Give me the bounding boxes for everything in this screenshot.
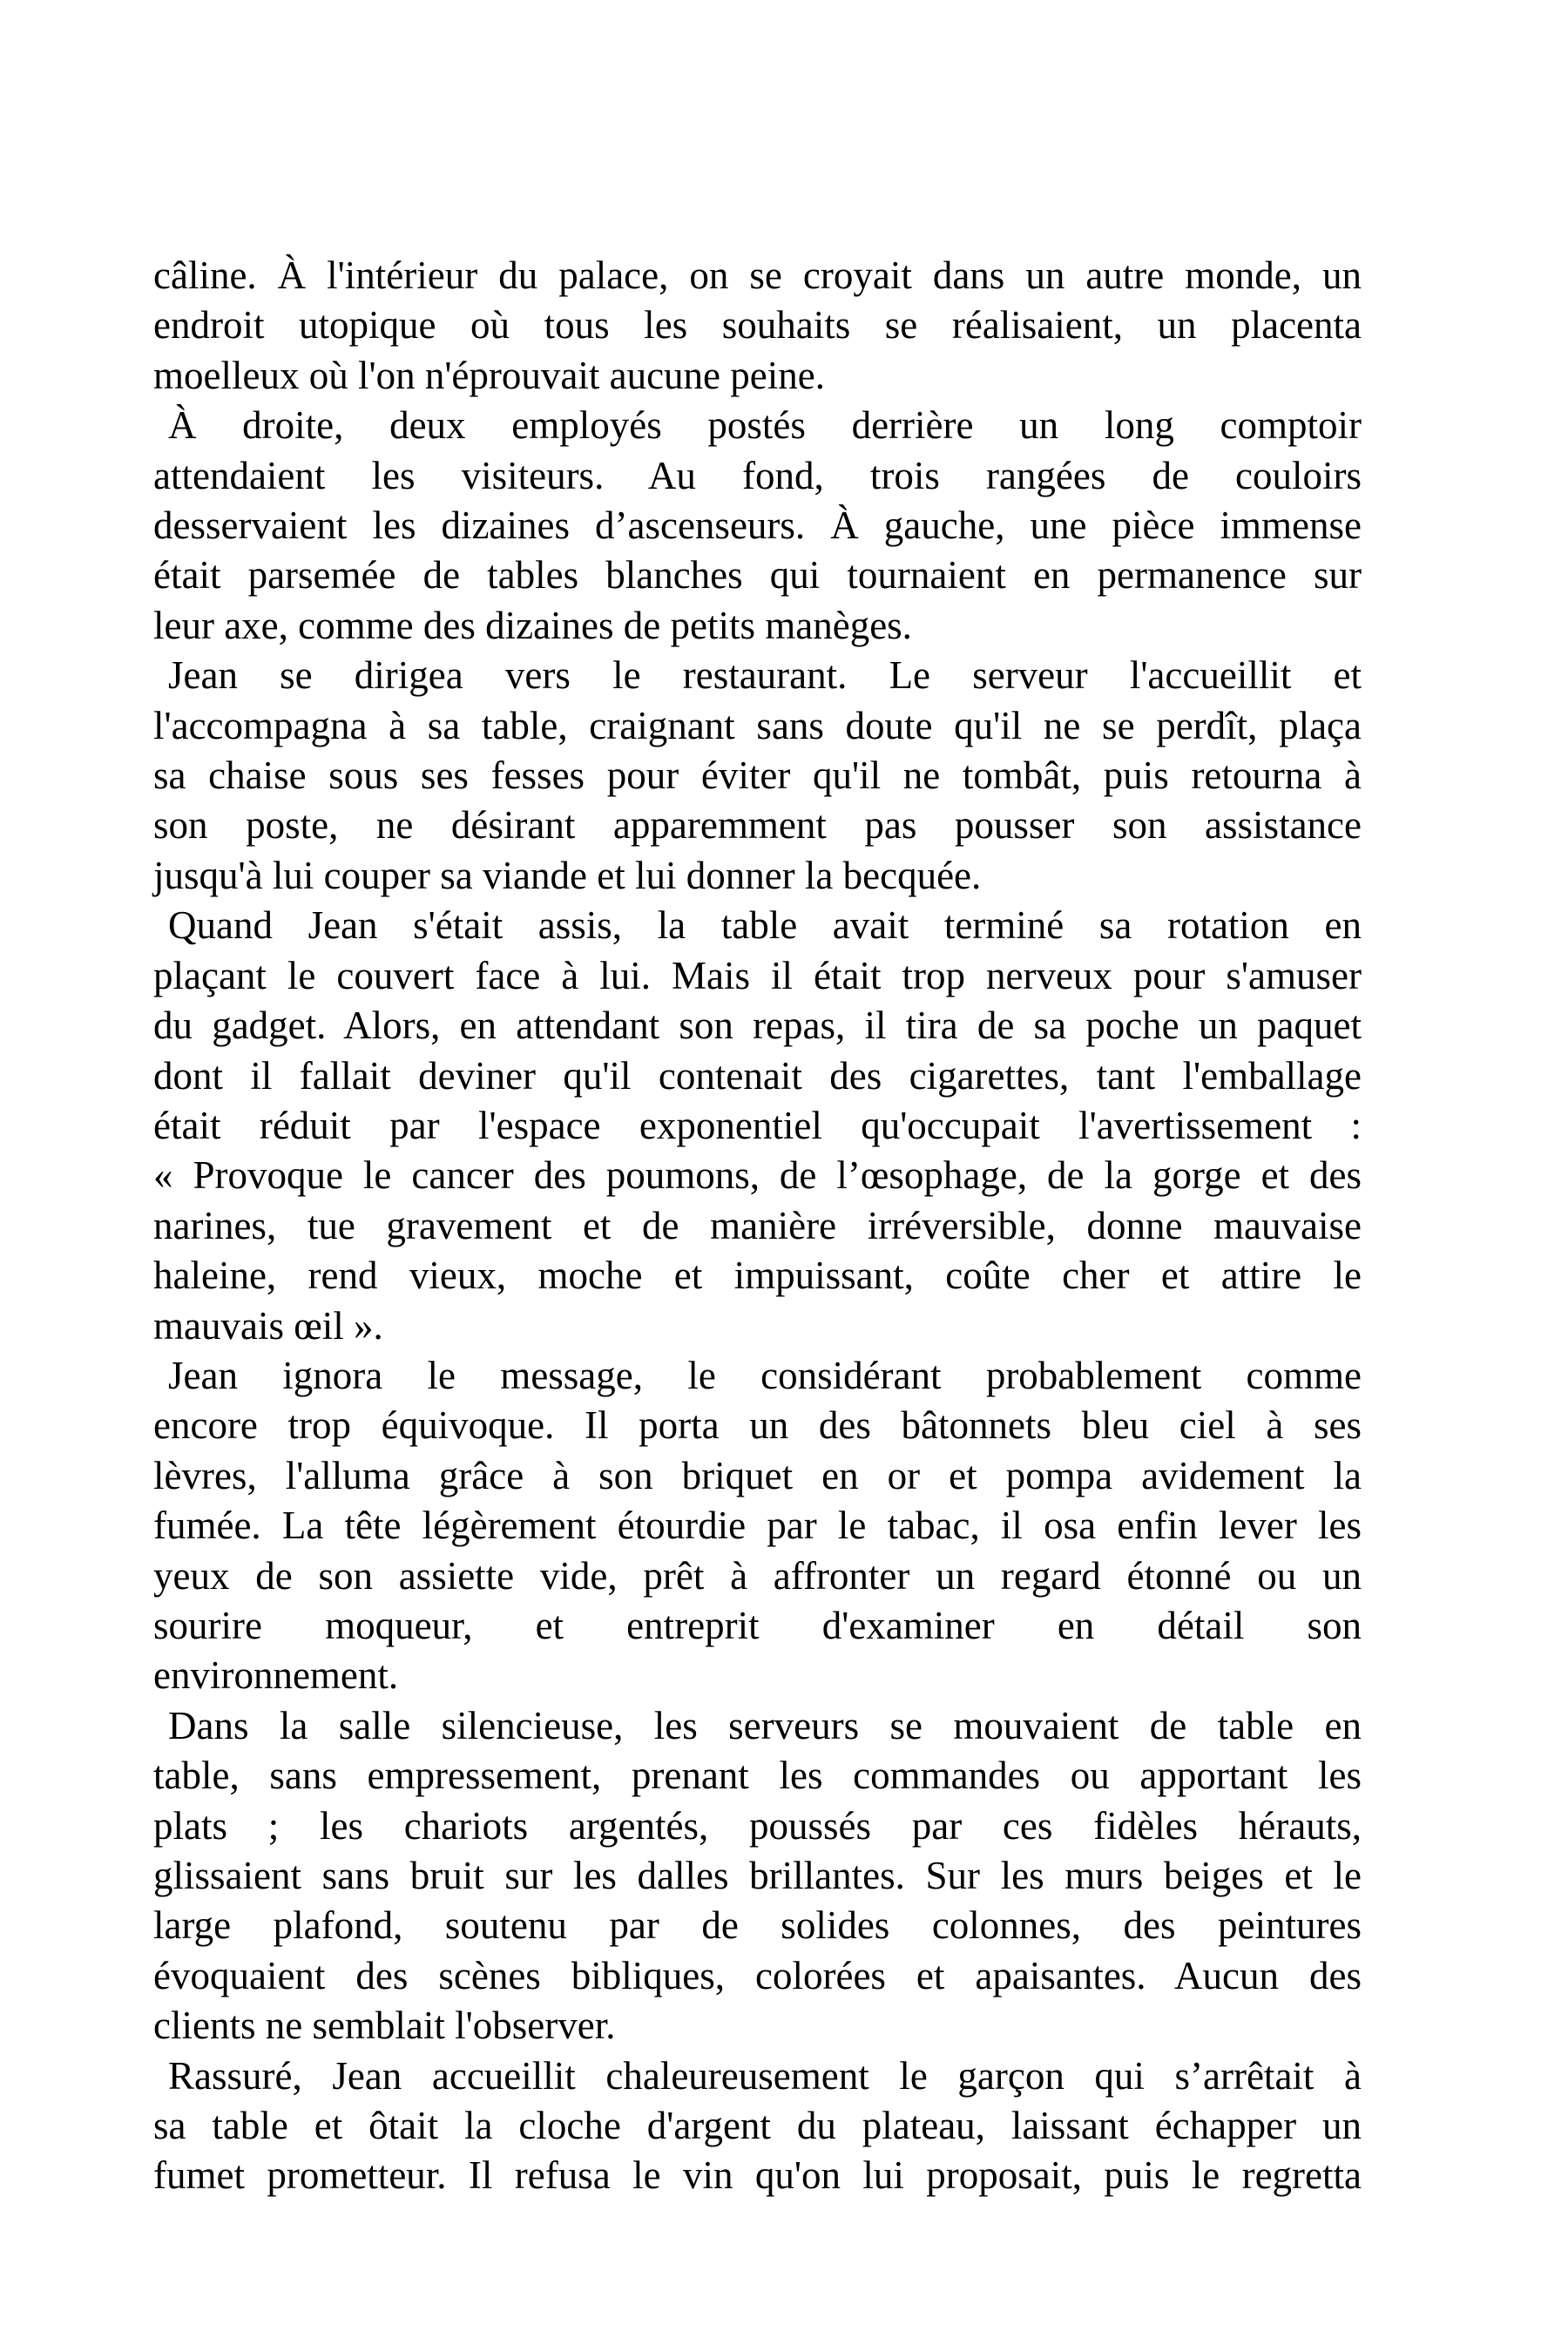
text-line: fumet prometteur. Il refusa le vin qu'on lui proposait, puis le regretta <box>153 2153 1362 2198</box>
text-column <box>153 251 1362 2201</box>
text-line: narines, tue gravement et de manière irréversible, donne mauvaise <box>153 1203 1362 1247</box>
text-line: son poste, ne désirant apparemment pas pousser son assistance <box>153 803 1362 848</box>
text-line: clients ne semblait l'observer. <box>153 2004 616 2048</box>
text-line: yeux de son assiette vide, prêt à affronter un regard étonné ou un <box>153 1553 1362 1598</box>
text-line: Jean se dirigea vers le restaurant. Le serveur l'accueillit et <box>168 653 1362 698</box>
text-line: moelleux où l'on n'éprouvait aucune peine. <box>153 353 825 397</box>
text-line: Dans la salle silencieuse, les serveurs se mouvaient de table en <box>168 1703 1362 1747</box>
text-line: endroit utopique où tous les souhaits se réalisaient, un placenta <box>153 303 1362 348</box>
text-line: dont il fallait deviner qu'il contenait des cigarettes, tant l'emballage <box>153 1053 1362 1098</box>
text-line: Jean ignora le message, le considérant probablement comme <box>168 1353 1362 1397</box>
text-line: sourire moqueur, et entreprit d'examiner en détail son <box>153 1603 1362 1647</box>
text-line: large plafond, soutenu par de solides colonnes, des peintures <box>153 1903 1362 1948</box>
text-line: mauvais œil ». <box>153 1303 383 1348</box>
text-line: attendaient les visiteurs. Au fond, trois rangées de couloirs <box>153 453 1362 497</box>
text-line: sa chaise sous ses fesses pour éviter qu'il ne tombât, puis retourna à <box>153 754 1362 798</box>
text-line: Rassuré, Jean accueillit chaleureusement le garçon qui s’arrêtait à <box>168 2053 1362 2098</box>
text-line: environnement. <box>153 1653 399 1698</box>
text-line: fumée. La tête légèrement étourdie par le tabac, il osa enfin lever les <box>153 1504 1362 1548</box>
text-line: sa table et ôtait la cloche d'argent du plateau, laissant échapper un <box>153 2104 1362 2148</box>
text-line: leur axe, comme des dizaines de petits manèges. <box>153 603 912 647</box>
text-line: haleine, rend vieux, moche et impuissant, coûte cher et attire le <box>153 1254 1362 1298</box>
text-line: « Provoque le cancer des poumons, de l’œsophage, de la gorge et des <box>153 1153 1362 1198</box>
text-line: du gadget. Alors, en attendant son repas, il tira de sa poche un paquet <box>153 1004 1362 1048</box>
text-line: encore trop équivoque. Il porta un des bâtonnets bleu ciel à ses <box>153 1403 1362 1448</box>
text-line: À droite, deux employés postés derrière un long comptoir <box>168 403 1362 448</box>
text-line: évoquaient des scènes bibliques, colorées et apaisantes. Aucun des <box>153 1953 1362 1997</box>
text-line: plats ; les chariots argentés, poussés par ces fidèles hérauts, <box>153 1803 1362 1848</box>
text-line: desservaient les dizaines d’ascenseurs. À gauche, une pièce immense <box>153 504 1362 548</box>
text-line: plaçant le couvert face à lui. Mais il était trop nerveux pour s'amuser <box>153 953 1362 997</box>
text-line: était réduit par l'espace exponentiel qu'occupait l'avertissement : <box>153 1103 1362 1147</box>
text-line: Quand Jean s'était assis, la table avait terminé sa rotation en <box>168 903 1362 948</box>
text-line: table, sans empressement, prenant les commandes ou apportant les <box>153 1754 1362 1798</box>
text-line: câline. À l'intérieur du palace, on se croyait dans un autre monde, un <box>153 253 1362 297</box>
text-line: glissaient sans bruit sur les dalles brillantes. Sur les murs beiges et le <box>153 1854 1362 1897</box>
text-line: lèvres, l'alluma grâce à son briquet en or et pompa avidement la <box>153 1453 1362 1497</box>
text-line: jusqu'à lui couper sa viande et lui donner la becquée. <box>153 853 982 897</box>
text-line: était parsemée de tables blanches qui tournaient en permanence sur <box>153 553 1362 598</box>
text-line: l'accompagna à sa table, craignant sans doute qu'il ne se perdît, plaça <box>153 703 1362 747</box>
